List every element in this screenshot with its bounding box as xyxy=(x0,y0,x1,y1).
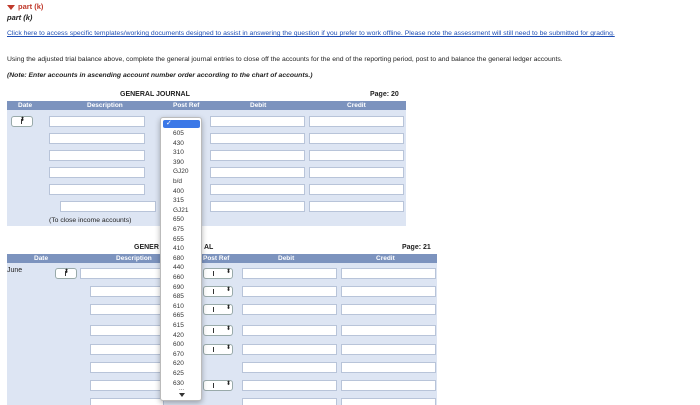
journal2-credit-input[interactable] xyxy=(341,304,436,315)
note-text: (Note: Enter accounts in ascending account number order according to the chart of accounts.) xyxy=(7,72,313,79)
journal1-credit-input[interactable] xyxy=(309,150,404,161)
journal1-debit-input[interactable] xyxy=(210,150,305,161)
closing-note: (To close income accounts) xyxy=(49,217,132,224)
journal2-credit-input[interactable] xyxy=(341,268,436,279)
dropdown-option[interactable]: 675 xyxy=(173,226,184,233)
journal2-debit-input[interactable] xyxy=(242,398,337,405)
dropdown-option[interactable]: 610 xyxy=(173,302,184,310)
header-credit: Credit xyxy=(347,102,366,109)
dropdown-option[interactable]: 315 xyxy=(173,197,184,205)
select-arrows-icon: ⬍ xyxy=(20,117,26,123)
dropdown-option[interactable]: b/d xyxy=(173,178,183,185)
journal2-description-input[interactable] xyxy=(90,362,164,373)
journal1-debit-input[interactable] xyxy=(210,116,305,127)
dropdown-option[interactable]: 665 xyxy=(173,312,184,320)
journal1-credit-input[interactable] xyxy=(309,184,404,195)
select-arrows-icon: ⬍ xyxy=(226,269,232,275)
dropdown-option[interactable]: 420 xyxy=(173,331,184,339)
header-post-ref: Post Ref xyxy=(173,102,200,109)
journal2-post-ref-select[interactable] xyxy=(203,304,233,315)
journal2-description-input[interactable] xyxy=(90,398,164,405)
dropdown-option[interactable]: 410 xyxy=(173,245,184,253)
header-credit: Credit xyxy=(376,255,395,262)
journal1-page: Page: 20 xyxy=(370,91,399,98)
journal2-credit-input[interactable] xyxy=(341,380,436,391)
journal2-credit-input[interactable] xyxy=(341,286,436,297)
scroll-down-icon[interactable] xyxy=(179,393,185,397)
journal1-description-input[interactable] xyxy=(49,150,145,161)
part-header-label: part (k) xyxy=(18,2,44,11)
part-k-toggle[interactable] xyxy=(7,2,43,11)
dropdown-option[interactable]: 630 xyxy=(173,379,184,387)
dropdown-option[interactable]: 655 xyxy=(173,235,184,243)
select-arrows-icon: ⬍ xyxy=(226,345,232,351)
dropdown-option[interactable]: 605 xyxy=(173,130,184,137)
journal2-description-input[interactable] xyxy=(90,344,164,355)
dropdown-option[interactable]: 670 xyxy=(173,350,184,358)
journal1-date-select[interactable] xyxy=(11,116,33,127)
dropdown-option[interactable]: 660 xyxy=(173,274,184,281)
dropdown-option[interactable]: 685 xyxy=(173,293,184,301)
journal2-debit-input[interactable] xyxy=(242,325,337,336)
journal2-page: Page: 21 xyxy=(402,244,431,251)
dropdown-more-indicator: ... xyxy=(179,386,185,392)
dropdown-option[interactable]: 680 xyxy=(173,254,184,262)
post-ref-dropdown[interactable] xyxy=(160,117,202,401)
dropdown-option[interactable]: 690 xyxy=(173,283,184,291)
journal2-header-row xyxy=(7,254,437,263)
journal1-description-input[interactable] xyxy=(60,201,156,212)
journal2-debit-input[interactable] xyxy=(242,380,337,391)
journal1-description-input[interactable] xyxy=(49,116,145,127)
journal2-debit-input[interactable] xyxy=(242,286,337,297)
header-post-ref: Post Ref xyxy=(203,255,230,262)
journal2-credit-input[interactable] xyxy=(341,362,436,373)
dropdown-option[interactable]: 310 xyxy=(173,149,184,157)
dropdown-option[interactable]: 390 xyxy=(173,158,184,166)
journal2-description-input[interactable] xyxy=(90,286,164,297)
dropdown-option[interactable]: 620 xyxy=(173,360,184,368)
journal2-debit-input[interactable] xyxy=(242,304,337,315)
header-date: Date xyxy=(18,102,33,109)
dropdown-option[interactable]: GJ21 xyxy=(173,206,189,214)
journal1-description-input[interactable] xyxy=(49,184,145,195)
journal1-debit-input[interactable] xyxy=(210,201,305,212)
dropdown-option[interactable]: 615 xyxy=(173,322,184,329)
header-description: Description xyxy=(87,102,123,109)
journal2-post-ref-select[interactable] xyxy=(203,325,233,336)
journal2-title-right: AL xyxy=(204,244,214,251)
dropdown-option[interactable]: 600 xyxy=(173,341,184,349)
dropdown-option[interactable]: 440 xyxy=(173,264,184,272)
journal2-description-input[interactable] xyxy=(80,268,164,279)
journal1-credit-input[interactable] xyxy=(309,116,404,127)
dropdown-option[interactable]: GJ20 xyxy=(173,168,189,176)
journal2-debit-input[interactable] xyxy=(242,344,337,355)
journal2-description-input[interactable] xyxy=(90,304,164,315)
journal2-debit-input[interactable] xyxy=(242,362,337,373)
select-arrows-icon: ⬍ xyxy=(226,381,232,387)
templates-link[interactable]: Click here to access specific templates/working documents designed to assist in answering the question if you prefer to work offline. Please note the assessment will still need to be submitted for grading. xyxy=(7,30,615,37)
journal2-debit-input[interactable] xyxy=(242,268,337,279)
select-arrows-icon: ⬍ xyxy=(226,326,232,332)
dropdown-selected-blank[interactable]: ✓ xyxy=(163,120,200,128)
header-debit: Debit xyxy=(278,255,295,262)
journal1-credit-input[interactable] xyxy=(309,201,404,212)
journal2-credit-input[interactable] xyxy=(341,344,436,355)
header-debit: Debit xyxy=(250,102,267,109)
journal1-debit-input[interactable] xyxy=(210,184,305,195)
instructions-text: Using the adjusted trial balance above, complete the general journal entries to close off the accounts for the end of the reporting period, post to and balance the general ledger accounts. xyxy=(7,56,563,63)
journal1-debit-input[interactable] xyxy=(210,167,305,178)
dropdown-option[interactable]: 625 xyxy=(173,370,184,377)
journal2-date-select[interactable] xyxy=(55,268,77,279)
dropdown-option[interactable]: 650 xyxy=(173,216,184,224)
journal2-post-ref-select[interactable] xyxy=(203,286,233,297)
journal1-description-input[interactable] xyxy=(49,167,145,178)
journal2-description-input[interactable] xyxy=(90,380,164,391)
journal2-credit-input[interactable] xyxy=(341,325,436,336)
journal2-post-ref-select[interactable] xyxy=(203,344,233,355)
journal1-credit-input[interactable] xyxy=(309,167,404,178)
journal1-debit-input[interactable] xyxy=(210,133,305,144)
journal2-description-input[interactable] xyxy=(90,325,164,336)
header-description: Description xyxy=(116,255,152,262)
journal1-credit-input[interactable] xyxy=(309,133,404,144)
journal1-description-input[interactable] xyxy=(49,133,145,144)
collapse-triangle-icon xyxy=(7,5,15,10)
part-subheader: part (k) xyxy=(7,13,33,22)
journal2-month: June xyxy=(7,267,23,274)
select-arrows-icon: ⬍ xyxy=(64,269,70,275)
select-arrows-icon: ⬍ xyxy=(226,305,232,311)
journal2-title-left: GENER xyxy=(134,244,159,251)
journal2-credit-input[interactable] xyxy=(341,398,436,405)
select-arrows-icon: ⬍ xyxy=(226,287,232,293)
dropdown-option[interactable]: 400 xyxy=(173,187,184,195)
journal1-header-row xyxy=(7,101,406,110)
journal2-post-ref-select[interactable] xyxy=(203,268,233,279)
journal1-title: GENERAL JOURNAL xyxy=(120,91,190,98)
header-date: Date xyxy=(34,255,49,262)
journal2-post-ref-select[interactable] xyxy=(203,380,233,391)
dropdown-option[interactable]: 430 xyxy=(173,139,184,147)
